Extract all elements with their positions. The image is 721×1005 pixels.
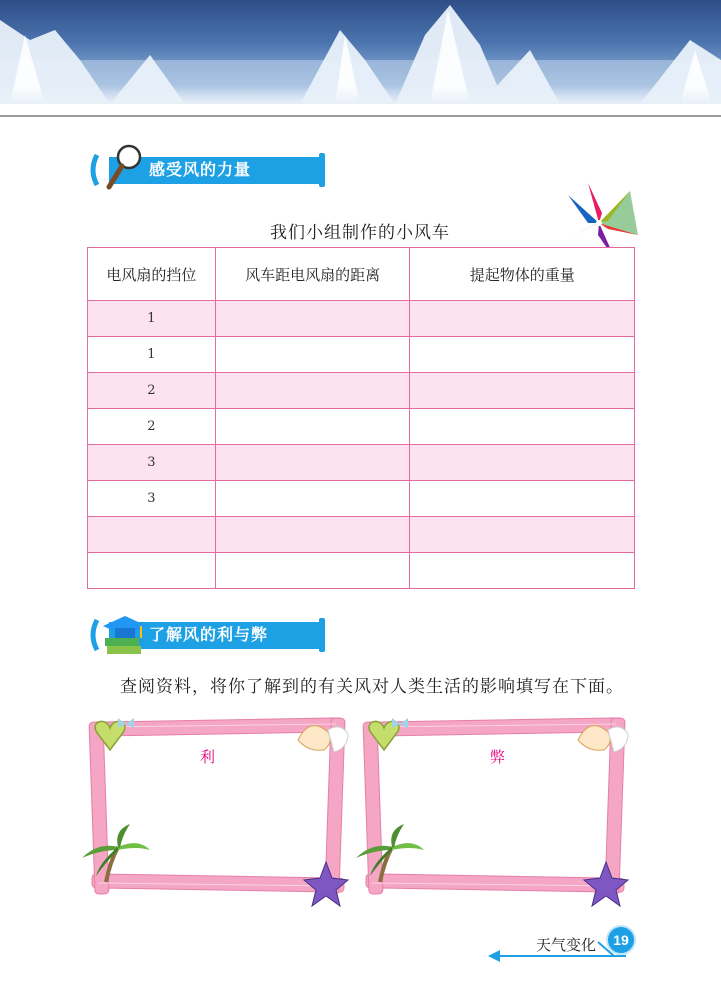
table-caption: 我们小组制作的小风车 <box>270 223 450 243</box>
table-header-row <box>88 248 635 301</box>
cell-weight[interactable] <box>410 445 635 481</box>
cell-fan-level[interactable]: 2 <box>88 373 216 409</box>
cell-weight[interactable] <box>410 553 635 589</box>
header-weight: 提起物体的重量 <box>410 248 635 301</box>
magnifier-icon <box>101 141 149 197</box>
cell-weight[interactable] <box>410 481 635 517</box>
pros-frame[interactable] <box>78 712 353 907</box>
table-row <box>88 517 635 553</box>
header-distance: 风车距电风扇的距离 <box>215 248 410 301</box>
cell-distance[interactable] <box>215 301 410 337</box>
table-row <box>88 301 635 337</box>
starfish-icon <box>304 862 348 906</box>
section-title: 了解风的利与弊 <box>149 627 269 644</box>
starfish-icon <box>584 862 628 906</box>
cell-distance[interactable] <box>215 517 410 553</box>
palm-tree-icon <box>356 824 424 882</box>
cell-fan-level[interactable] <box>88 517 216 553</box>
cons-label: 弊 <box>490 748 506 766</box>
cell-distance[interactable] <box>215 373 410 409</box>
page-number: 19 <box>613 932 629 948</box>
table-row <box>88 553 635 589</box>
cell-weight[interactable] <box>410 409 635 445</box>
pros-label: 利 <box>200 748 216 766</box>
table-row <box>88 373 635 409</box>
table-row <box>88 409 635 445</box>
cell-weight[interactable] <box>410 517 635 553</box>
palm-tree-icon <box>82 824 150 882</box>
header-banner <box>0 0 721 104</box>
header-divider <box>0 115 721 117</box>
results-table <box>87 247 635 589</box>
cell-fan-level[interactable]: 1 <box>88 301 216 337</box>
cell-fan-level[interactable]: 3 <box>88 445 216 481</box>
cell-fan-level[interactable]: 3 <box>88 481 216 517</box>
section-title: 感受风的力量 <box>149 162 252 179</box>
cell-fan-level[interactable]: 1 <box>88 337 216 373</box>
cell-weight[interactable] <box>410 373 635 409</box>
cell-distance[interactable] <box>215 481 410 517</box>
chapter-name: 天气变化 <box>536 937 597 954</box>
table-row <box>88 445 635 481</box>
section-header-pros-cons <box>87 618 327 652</box>
cell-fan-level[interactable]: 2 <box>88 409 216 445</box>
cell-distance[interactable] <box>215 409 410 445</box>
header-fan-level: 电风扇的挡位 <box>88 248 216 301</box>
graduation-cap-icon <box>101 606 149 662</box>
section-header-wind-force <box>87 153 327 187</box>
cell-distance[interactable] <box>215 445 410 481</box>
table-row <box>88 337 635 373</box>
cell-weight[interactable] <box>410 337 635 373</box>
instruction-text: 查阅资料，将你了解到的有关风对人类生活的影响填写在下面。 <box>120 677 624 697</box>
table-row <box>88 481 635 517</box>
cell-fan-level[interactable] <box>88 553 216 589</box>
cell-distance[interactable] <box>215 553 410 589</box>
cons-frame[interactable] <box>352 712 634 907</box>
cell-distance[interactable] <box>215 337 410 373</box>
cell-weight[interactable] <box>410 301 635 337</box>
